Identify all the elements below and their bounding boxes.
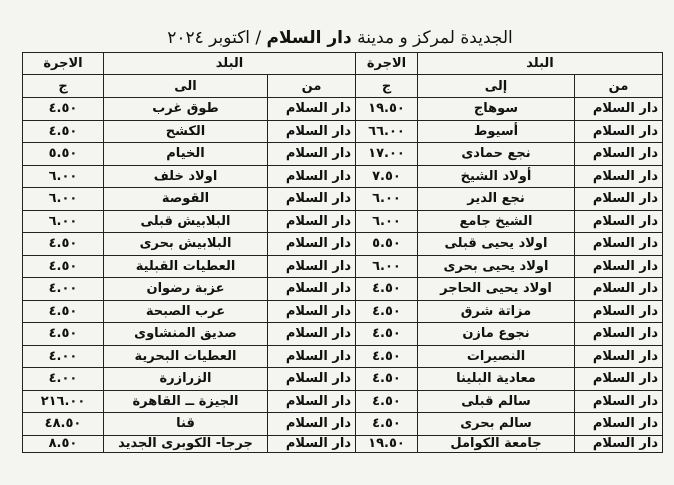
to-right-cell: اولاد يحيى قبلى — [418, 233, 575, 256]
subheader-row — [23, 75, 663, 98]
from-right-cell: دار السلام — [575, 323, 663, 346]
table-row — [23, 255, 663, 278]
from-left-cell: دار السلام — [268, 120, 356, 143]
from-right-cell: دار السلام — [575, 300, 663, 323]
fare-left-cell: ٦.٠٠ — [23, 188, 104, 211]
fare-left-cell: ٤.٠٠ — [23, 278, 104, 301]
from-right-cell: دار السلام — [575, 345, 663, 368]
fare-right-cell: ٦٦.٠٠ — [356, 120, 418, 143]
to-right-cell: أسيوط — [418, 120, 575, 143]
to-left-cell: الجيزة ــ القاهرة — [104, 390, 268, 413]
to-left-cell: عزبة رضوان — [104, 278, 268, 301]
table-row — [23, 323, 663, 346]
table-row — [23, 98, 663, 121]
to-left-cell: العطيات البحرية — [104, 345, 268, 368]
from-right-cell: دار السلام — [575, 233, 663, 256]
fare-right-cell: ١٩.٥٠ — [356, 98, 418, 121]
header-row — [23, 53, 663, 75]
table-row — [23, 390, 663, 413]
page-title — [20, 24, 660, 52]
from-left-cell: دار السلام — [268, 345, 356, 368]
from-left-cell: دار السلام — [268, 323, 356, 346]
to-right-cell: جامعة الكوامل — [418, 435, 575, 452]
header-fare-left: الاجرة — [23, 53, 104, 75]
subheader-currency-right: ج — [356, 75, 418, 98]
from-right-cell: دار السلام — [575, 120, 663, 143]
fare-right-cell: ١٩.٥٠ — [356, 435, 418, 452]
from-left-cell: دار السلام — [268, 390, 356, 413]
to-left-cell: الخيام — [104, 143, 268, 166]
header-fare-right: الاجرة — [356, 53, 418, 75]
from-left-cell: دار السلام — [268, 368, 356, 391]
to-left-cell: عرب الصبحة — [104, 300, 268, 323]
title-prefix: الجديدة لمركز و مدينة — [357, 28, 513, 48]
to-left-cell: البلابيش بحرى — [104, 233, 268, 256]
from-right-cell: دار السلام — [575, 143, 663, 166]
fare-right-cell: ٤.٥٠ — [356, 300, 418, 323]
fare-right-cell: ٤.٥٠ — [356, 413, 418, 436]
from-left-cell: دار السلام — [268, 143, 356, 166]
fare-left-cell: ٤.٥٠ — [23, 300, 104, 323]
header-town-right: البلد — [418, 53, 663, 75]
table-row — [23, 435, 663, 452]
subheader-currency-left: ج — [23, 75, 104, 98]
fare-right-cell: ٤.٥٠ — [356, 390, 418, 413]
to-left-cell: صديق المنشاوى — [104, 323, 268, 346]
from-right-cell: دار السلام — [575, 255, 663, 278]
from-left-cell: دار السلام — [268, 188, 356, 211]
fare-left-cell: ٦.٠٠ — [23, 210, 104, 233]
to-right-cell: الشيخ جامع — [418, 210, 575, 233]
fare-left-cell: ٤.٥٠ — [23, 98, 104, 121]
fare-left-cell: ٤.٥٠ — [23, 233, 104, 256]
from-right-cell: دار السلام — [575, 188, 663, 211]
to-right-cell: معادية البلينا — [418, 368, 575, 391]
fare-right-cell: ٤.٥٠ — [356, 368, 418, 391]
fare-left-cell: ٤.٥٠ — [23, 120, 104, 143]
subheader-from-left: من — [268, 75, 356, 98]
subheader-to-right: إلى — [418, 75, 575, 98]
to-left-cell: قنا — [104, 413, 268, 436]
from-right-cell: دار السلام — [575, 278, 663, 301]
header-town-left: البلد — [104, 53, 356, 75]
from-left-cell: دار السلام — [268, 278, 356, 301]
subheader-from-right: من — [575, 75, 663, 98]
to-left-cell: القوصة — [104, 188, 268, 211]
from-right-cell: دار السلام — [575, 390, 663, 413]
to-left-cell: البلابيش قبلى — [104, 210, 268, 233]
fare-left-cell: ٢١٦.٠٠ — [23, 390, 104, 413]
fare-left-cell: ٤.٠٠ — [23, 345, 104, 368]
from-right-cell: دار السلام — [575, 435, 663, 452]
table-body — [23, 98, 663, 453]
fare-right-cell: ٤.٥٠ — [356, 345, 418, 368]
fare-left-cell: ٥.٥٠ — [23, 143, 104, 166]
to-left-cell: الكشح — [104, 120, 268, 143]
fare-right-cell: ٥.٥٠ — [356, 233, 418, 256]
fare-right-cell: ٤.٥٠ — [356, 278, 418, 301]
fare-left-cell: ٤.٥٠ — [23, 323, 104, 346]
from-right-cell: دار السلام — [575, 210, 663, 233]
from-left-cell: دار السلام — [268, 255, 356, 278]
table-row — [23, 120, 663, 143]
to-left-cell: العطيات القبلية — [104, 255, 268, 278]
to-right-cell: أولاد الشيخ — [418, 165, 575, 188]
from-left-cell: دار السلام — [268, 435, 356, 452]
from-right-cell: دار السلام — [575, 165, 663, 188]
from-left-cell: دار السلام — [268, 413, 356, 436]
fare-left-cell: ٨.٥٠ — [23, 435, 104, 452]
fare-table — [22, 52, 663, 453]
table-row — [23, 278, 663, 301]
to-left-cell: الزرازرة — [104, 368, 268, 391]
to-left-cell: اولاد خلف — [104, 165, 268, 188]
table-row — [23, 143, 663, 166]
title-city: دار السلام — [266, 28, 352, 48]
fare-right-cell: ٦.٠٠ — [356, 210, 418, 233]
to-right-cell: نجع الدير — [418, 188, 575, 211]
table-row — [23, 188, 663, 211]
to-right-cell: اولاد يحيى بحرى — [418, 255, 575, 278]
from-right-cell: دار السلام — [575, 368, 663, 391]
fare-right-cell: ٦.٠٠ — [356, 255, 418, 278]
from-left-cell: دار السلام — [268, 98, 356, 121]
fare-right-cell: ١٧.٠٠ — [356, 143, 418, 166]
fare-left-cell: ٤٨.٥٠ — [23, 413, 104, 436]
fare-left-cell: ٤.٥٠ — [23, 255, 104, 278]
subheader-to-left: الى — [104, 75, 268, 98]
to-right-cell: سالم بحرى — [418, 413, 575, 436]
table-row — [23, 368, 663, 391]
from-left-cell: دار السلام — [268, 300, 356, 323]
to-right-cell: سوهاج — [418, 98, 575, 121]
table-row — [23, 300, 663, 323]
to-left-cell: طوق غرب — [104, 98, 268, 121]
fare-right-cell: ٦.٠٠ — [356, 188, 418, 211]
from-left-cell: دار السلام — [268, 233, 356, 256]
to-left-cell: جرجا- الكوبرى الجديد — [104, 435, 268, 452]
fare-left-cell: ٦.٠٠ — [23, 165, 104, 188]
to-right-cell: نجوع مازن — [418, 323, 575, 346]
to-right-cell: نجع حمادى — [418, 143, 575, 166]
table-row — [23, 210, 663, 233]
from-right-cell: دار السلام — [575, 413, 663, 436]
table-row — [23, 345, 663, 368]
fare-right-cell: ٤.٥٠ — [356, 323, 418, 346]
table-row — [23, 233, 663, 256]
to-right-cell: مزاتة شرق — [418, 300, 575, 323]
to-right-cell: سالم قبلى — [418, 390, 575, 413]
from-right-cell: دار السلام — [575, 98, 663, 121]
to-right-cell: النصيرات — [418, 345, 575, 368]
fare-right-cell: ٧.٥٠ — [356, 165, 418, 188]
title-suffix: / اكتوبر ٢٠٢٤ — [167, 28, 262, 48]
to-right-cell: اولاد يحيى الحاجر — [418, 278, 575, 301]
fare-left-cell: ٤.٠٠ — [23, 368, 104, 391]
table-row — [23, 413, 663, 436]
from-left-cell: دار السلام — [268, 165, 356, 188]
table-row — [23, 165, 663, 188]
from-left-cell: دار السلام — [268, 210, 356, 233]
